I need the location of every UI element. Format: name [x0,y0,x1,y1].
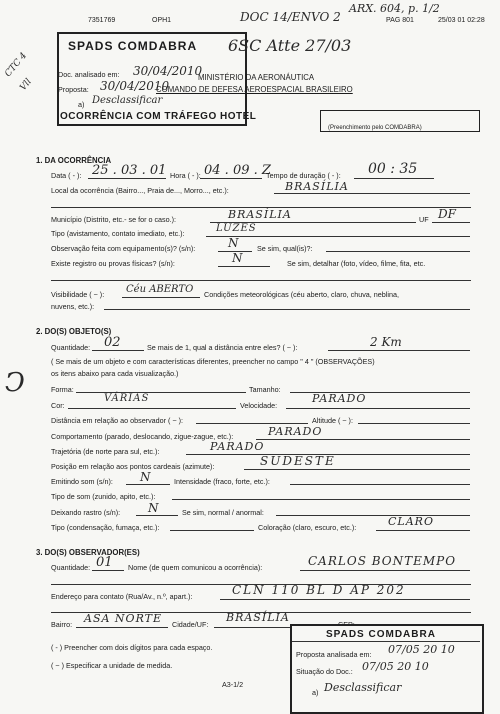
local-label: Local da ocorrência (Bairro..., Praia de..., Morro..., etc.): [51,186,229,195]
comportamento-label: Comportamento (parado, deslocando, zigue-zague, etc.): [51,432,234,441]
bottom-situacao-label: Situação do Doc.: [296,667,353,676]
nome-label: Nome (de quem comunicou a ocorrência): [128,563,263,572]
condicoes-label2: nuvens, etc.): [51,302,95,311]
tamanho-label: Tamanho: [249,385,281,394]
proposta-label: Proposta: [58,85,89,94]
emitindo-value: N [140,470,151,484]
posicao-label: Posição em relação aos pontos cardeais (azimute): [51,462,215,471]
nome-value: CARLOS BONTEMPO [308,554,457,568]
form-side-box-label: (Preenchimento pelo COMDABRA) [328,125,422,131]
bottom-stamp-title: SPADS COMDABRA [326,629,436,640]
fax-page: PAG 801 [386,17,414,24]
ministry-line1: MINISTÉRIO DA AERONÁUTICA [198,73,315,82]
page-number: A3-1/2 [222,680,244,689]
obs-quantidade-value: 01 [96,555,113,570]
margin-arrow-mark: Ↄ [5,368,25,398]
stamp-handwritten-note: 6SC Atte 27/03 [228,36,352,55]
tipo-som-label: Tipo de som (zunido, apito, etc.): [51,492,156,501]
section1-title: 1. DA OCORRÊNCIA [36,156,112,165]
cor-label: Cor: [51,401,65,410]
municipio-value: BRASÍLIA [228,208,292,221]
coloracao-value: CLARO [388,515,434,528]
cor-value: VÁRIAS [104,393,150,404]
observacao-label: Observação feita com equipamento(s)? (s/n): [51,244,196,253]
date-value: 25 . 03 . 01 [92,163,167,178]
tipo-label: Tipo (avistamento, contato imediato, etc.): [51,229,185,238]
trajetoria-label: Trajetória (de norte para sul, etc.): [51,447,160,456]
bottom-signature: Desclassificar [324,681,402,694]
cidade-label: Cidade/UF: [172,620,209,629]
hour-label: Hora ( - ): [170,171,201,180]
rastro-normal-label: Se sim, normal / anormal: [182,508,264,517]
endereco-value: CLN 110 BL D AP 202 [232,583,406,597]
registro-detalhe-label: Se sim, detalhar (foto, vídeo, filme, fita, etc. [287,259,426,268]
registro-label: Existe registro ou provas físicas? (s/n): [51,259,175,268]
cidade-value: BRASÍLIA [226,611,290,624]
posicao-value: SUDESTE [260,454,336,468]
uf-value: DF [438,207,456,221]
duration-value: 00 : 35 [368,161,418,177]
stamp-title: SPADS COMDABRA [68,39,198,53]
fax-date: 25/03 01 02:28 [438,17,485,24]
bairro-label: Bairro: [51,620,73,629]
doc-ref: DOC 14/ENVO 2 [240,10,341,24]
margin-note: Vll [18,77,34,93]
observacao-qual-label: Se sim, qual(is)?: [257,244,313,253]
proposta-value: 30/04/2010 [100,79,170,93]
velocidade-label: Velocidade: [240,401,278,410]
note1: ( Se mais de um objeto e com características diferentes, preencher no campo " 4 " (OBSERVAÇÕES) [51,357,375,366]
bottom-proposta-value: 07/05 20 10 [388,643,455,656]
visibilidade-label: Visibilidade ( ~ ): [51,290,105,299]
tipo-value: LUZES [216,223,257,234]
uf-label: UF [419,215,429,224]
endereco-label: Endereço para contato (Rua/Av., n.º, apart.): [51,592,193,601]
forma-label: Forma: [51,385,74,394]
form-title: OCORRÊNCIA COM TRÁFEGO HOTEL [60,111,257,122]
margin-note: CTC 4 [3,50,30,80]
section2-title: 2. DO(S) OBJETO(S) [36,327,112,336]
fax-mid: OPH1 [152,17,172,24]
footer-note-1: ( - ) Preencher com dois dígitos para cada espaço. [51,643,213,652]
stamp-a-label: a) [78,100,85,109]
trajetoria-value: PARADO [210,440,265,453]
doc-analisado-label: Doc. analisado em: [58,70,120,79]
doc-analisado-date: 30/04/2010 [133,64,203,78]
hour-value: 04 . 09 . Z [204,163,271,178]
visibilidade-value: Céu ABERTO [126,284,194,295]
municipio-label: Município (Distrito, etc.- se for o caso.): [51,215,177,224]
local-value: BRASÍLIA [285,180,349,193]
intensidade-label: Intensidade (fraco, forte, etc.): [174,477,270,486]
velocidade-value: PARADO [312,392,367,405]
stamp-signature: Desclassificar [92,95,163,106]
bairro-value: ASA NORTE [84,612,163,625]
arx-ref: ARX. 604, p. 1/2 [349,2,440,15]
duration-label: Tempo de duração ( - ): [266,171,341,180]
bottom-situacao-value: 07/05 20 10 [362,660,429,673]
altitude-label: Altitude ( ~ ): [312,416,353,425]
emitindo-label: Emitindo som (s/n): [51,477,113,486]
footer-note-2: ( ~ ) Especificar a unidade de medida. [51,661,173,670]
coloracao-label: Coloração (claro, escuro, etc.): [258,523,357,532]
bottom-proposta-label: Proposta analisada em: [296,650,372,659]
quantidade-value: 02 [104,335,121,350]
quantidade-label: Quantidade: [51,343,91,352]
ministry-line2: COMANDO DE DEFESA AEROESPACIAL BRASILEIRO [156,85,353,94]
condicoes-label: Condições meteorológicas (céu aberto, claro, chuva, neblina, [204,290,399,299]
observacao-value: N [228,236,239,250]
note2: os itens abaixo para cada visualização.) [51,369,179,378]
distancia-value: 2 Km [370,335,402,349]
date-label: Data ( - ): [51,171,82,180]
section3-title: 3. DO(S) OBSERVADOR(ES) [36,548,140,557]
rastro-label: Deixando rastro (s/n): [51,508,121,517]
tipo-rastro-label: Tipo (condensação, fumaça, etc.): [51,523,160,532]
fax-id: 7351769 [88,17,116,24]
comportamento-value: PARADO [268,425,323,438]
obs-quantidade-label: Quantidade: [51,563,91,572]
distancia-label: Se mais de 1, qual a distância entre eles? ( ~ ): [147,343,298,352]
bottom-a-label: a) [312,688,319,697]
rastro-value: N [148,501,159,515]
distancia-obs-label: Distância em relação ao observador ( ~ ): [51,416,184,425]
registro-value: N [232,251,243,265]
